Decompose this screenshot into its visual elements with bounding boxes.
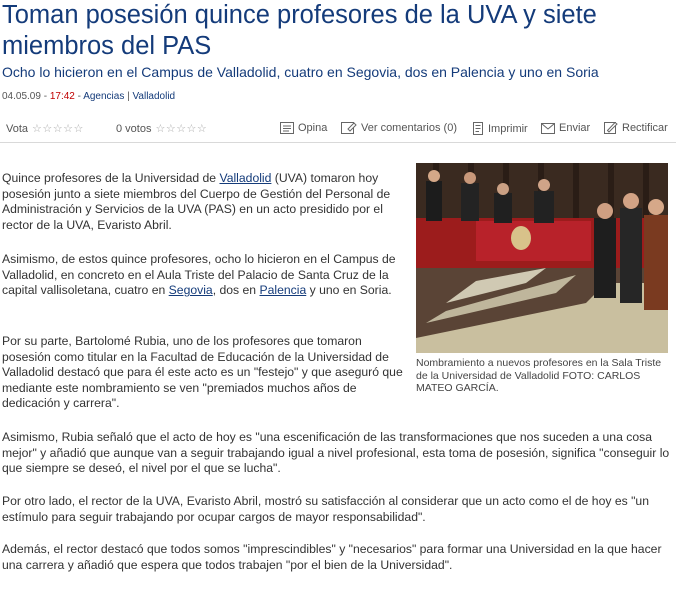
pencil-icon — [604, 122, 618, 134]
opina-icon — [280, 122, 294, 134]
envelope-icon — [541, 123, 555, 134]
votes-count: 0 votos — [116, 122, 152, 135]
article-date: 04.05.09 — [2, 91, 41, 102]
article-paragraph: Además, el rector destacó que todos somos "imprescindibles" y "necesarios" para formar una Universidad en la que hacer una carrera y añadió que espera que todos trabajen "por el bien de la Universidad". — [2, 542, 662, 572]
votes-widget — [116, 122, 207, 135]
send-button[interactable] — [541, 122, 590, 134]
print-button[interactable] — [472, 122, 528, 135]
article-toolbar — [0, 118, 676, 143]
opina-label: Opina — [298, 122, 328, 134]
paragraph-text: y uno en Soria. — [306, 283, 392, 298]
article-time: 17:42 — [49, 91, 75, 102]
photo-image — [416, 163, 668, 353]
photo-caption: Nombramiento a nuevos profesores en la Sala Triste de la Universidad de Valladolid FOTO: CARLOS MATEO GARCÍA. — [416, 357, 662, 394]
comments-icon — [341, 122, 357, 134]
meta-separator: | — [124, 91, 133, 102]
article-meta — [2, 91, 175, 102]
article-paragraph: Por otro lado, el rector de la UVA, Evaristo Abril, mostró su satisfacción al considerar que un acto como el de hoy es "un estímulo para seguir trabajando por ocupar cargos de mayor responsabilidad". — [2, 494, 649, 524]
vote-stars-icon[interactable]: ☆☆☆☆☆ — [32, 123, 84, 135]
article-photo[interactable] — [416, 163, 668, 353]
article-subtitle: Ocho lo hicieron en el Campus de Valladolid, cuatro en Segovia, dos en Palencia y uno en Soria — [2, 64, 599, 80]
comments-button[interactable] — [341, 122, 457, 134]
valladolid-link[interactable]: Valladolid — [219, 171, 272, 185]
vote-widget — [6, 122, 84, 135]
opina-button[interactable] — [280, 122, 327, 134]
meta-separator: - — [74, 91, 84, 102]
paragraph-text: (UVA) tomaron hoy posesión junto a siete miembros del Cuerpo de Gestión del Personal de Administración y Servicios de la UVA (PAS) en un acto presidido por el rector de la UVA, Evaristo Abril. — [2, 171, 391, 232]
vote-label: Vota — [6, 122, 29, 135]
print-icon — [472, 122, 484, 135]
article-location-link[interactable]: Valladolid — [132, 91, 176, 102]
segovia-link[interactable]: Segovia — [168, 283, 213, 298]
correct-button[interactable] — [604, 122, 668, 134]
comments-label: Ver comentarios (0) — [361, 122, 457, 134]
article-paragraph: Por su parte, Bartolomé Rubia, uno de los profesores que tomaron posesión como titular en la Facultad de Educación de la Universidad de Valladolid destacó que para él este acto es un "festejo" y que aseguró que mediante este nombramiento se ven "premiados muchos años de dedicación y carrera". — [2, 334, 403, 411]
article-paragraph — [2, 252, 407, 299]
article-paragraph: Asimismo, Rubia señaló que el acto de hoy es "una escenificación de las transformaciones que nos suceden a una cosa mejor" y añadió que aunque van a seguir trabajando igual a nivel profesional, esta toma de posesión, significa "conseguir lo que siempre se deseó, el nivel por el que se lucha". — [2, 430, 670, 476]
send-label: Enviar — [559, 122, 591, 134]
rating-stars-icon: ☆☆☆☆☆ — [155, 123, 208, 135]
meta-separator: - — [40, 91, 50, 102]
article-source-link[interactable]: Agencias — [83, 91, 125, 102]
article-paragraph — [2, 171, 407, 233]
print-label: Imprimir — [488, 122, 528, 135]
paragraph-text: , dos en — [212, 283, 260, 298]
correct-label: Rectificar — [622, 122, 668, 134]
paragraph-text: Quince profesores de la Universidad de — [2, 171, 220, 185]
palencia-link[interactable]: Palencia — [259, 283, 307, 298]
paragraph-text: Asimismo, de estos quince profesores, ocho lo hicieron en el Campus de Valladolid, en concreto en el Aula Triste del Palacio de Santa Cruz de la capital vallisoletana, cuatro en — [2, 252, 396, 298]
article-title: Toman posesión quince profesores de la UVA y siete miembros del PAS — [2, 1, 597, 60]
